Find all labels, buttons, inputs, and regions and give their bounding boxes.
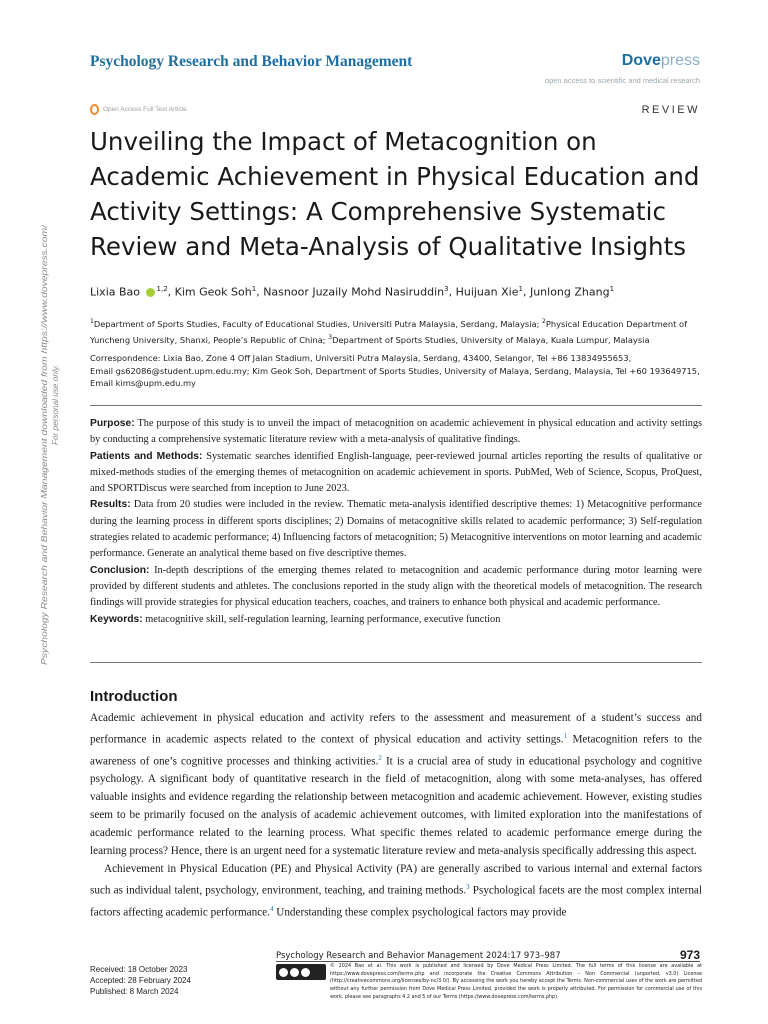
abstract: [90, 416, 702, 628]
abstract-purpose: [90, 416, 702, 449]
affil-sup: 3: [328, 333, 333, 341]
paragraph-text: Academic achievement in physical education and activity refers to the assessment and measurement of a student’s success and performance in academic aspects related to the context of physical education and activity settings.: [90, 712, 702, 746]
abstract-text: Data from 20 studies were included in the review. Thematic meta-analysis identified descriptive themes: 1) Metacognitive performance during the learning process in different sports disciplines; 2) Domains of metacognitive skills related to academic performance; 3) Self-regulation strategies related to academic performance; 4) Influencing factors of metacognition; 5) Metacognitive interventions on motor learning and academic performance. Generate an analytical theme based on five descriptive themes.: [90, 499, 702, 560]
abstract-label: Results:: [90, 499, 131, 511]
received-date: Received: 18 October 2023: [90, 965, 188, 974]
affil-sup: 1: [90, 318, 94, 325]
article-dates: [90, 964, 191, 997]
author-name[interactable]: Junlong Zhang: [529, 285, 610, 299]
abstract-methods: [90, 449, 702, 498]
abstract-keywords: [90, 612, 702, 628]
publisher-logo-press: press: [660, 52, 700, 69]
footer-citation[interactable]: Psychology Research and Behavior Management 2024:17 973–987: [276, 951, 561, 961]
abstract-label: Conclusion:: [90, 564, 150, 576]
published-date: Published: 8 March 2024: [90, 987, 179, 996]
abstract-text: The purpose of this study is to unveil the impact of metacognition on academic achievement in physical education and activity settings by conducting a comprehensive systematic literature review with a meta-analysis of qualitative findings.: [90, 418, 702, 446]
abstract-label: Keywords:: [90, 613, 143, 625]
author-name[interactable]: Nasnoor Juzaily Mohd Nasiruddin: [263, 285, 445, 299]
download-watermark: [38, 225, 62, 665]
cc-icon: [279, 968, 288, 977]
accepted-date: Accepted: 28 February 2024: [90, 976, 191, 985]
citation-ref[interactable]: 2: [378, 753, 382, 762]
author-affil-sup: 1: [251, 285, 257, 293]
page-number: 973: [679, 948, 700, 962]
citation-ref[interactable]: 3: [466, 883, 470, 892]
footer-rule: [276, 961, 700, 962]
by-icon: [290, 968, 299, 977]
affiliation-2: Physical Education Department of Yuncheng University, Shanxi, People’s Republic of China;: [90, 318, 688, 345]
nc-icon: [301, 968, 310, 977]
citation-ref[interactable]: 4: [269, 905, 274, 914]
paragraph-text: Metacognition refers to the awareness of one’s cognitive processes and thinking activities.: [90, 733, 702, 768]
abstract-bottom-rule: [90, 662, 702, 663]
paragraph-text: Psychological facets are the most complex internal factors affecting academic performance.: [90, 885, 703, 919]
correspondence: [90, 352, 710, 390]
keywords-text: metacognitive skill, self-regulation learning, learning performance, executive function: [145, 613, 501, 625]
orcid-icon[interactable]: [146, 288, 155, 297]
publisher-tagline: open access to scientific and medical research: [544, 76, 700, 85]
watermark-line-1: Psychology Research and Behavior Management downloaded from https://www.dovepress.com/: [40, 315, 49, 665]
author-name[interactable]: Huijuan Xie: [455, 285, 519, 299]
correspondence-line: Email kims@upm.edu.my: [90, 378, 196, 388]
abstract-top-rule: [90, 405, 702, 406]
affiliations: [90, 315, 702, 347]
correspondence-line: Correspondence: Lixia Bao, Zone 4 Off Jalan Stadium, Universiti Putra Malaysia, Serdang, 43400, Selangor, Tel +86 13834955653,: [90, 353, 632, 363]
watermark-line-2: For personal use only.: [51, 364, 60, 445]
author-affil-sup: 1: [609, 285, 615, 293]
affiliation-1: Department of Sports Studies, Faculty of Educational Studies, Universiti Putra Malaysia, Serdang, Malaysia;: [93, 318, 540, 329]
abstract-conclusion: [90, 563, 702, 612]
article-type: REVIEW: [641, 104, 700, 116]
author-affil-sup: 3: [444, 285, 449, 293]
author-list: Lixia Bao $^{1,2}$, Kim Geok Soh$^1$, Nasnoor Juzaily Mohd Nasiruddin$^3$, Huijuan Xie$^1$, Junlong Zhang$^1$: [90, 285, 615, 299]
paragraph-text: Understanding these complex psychological factors may provide: [273, 906, 567, 919]
publisher-logo-dove: Dove: [621, 52, 661, 69]
affiliation-3: Department of Sports Studies, University of Malaya, Kuala Lumpur, Malaysia: [332, 334, 650, 345]
paragraph-text: It is a crucial area of study in educational psychology and cognitive psychology. A significant body of quantitative research in the field of metacognition, along with some meta-analyses, has offered valuable insights and evidence regarding the relationship between metacognition and academic achievement. However, existing studies seem to be primarily focused on the analysis of academic achievement outcomes, with limited exploration into the manifestations of academic performance related to the learning process. What specific themes related to academic performance emerge during the learning process? Hence, there is an urgent need for a systematic literature review and meta-analysis specifically addressing this aspect.: [90, 755, 702, 858]
correspondence-line: Email gs62086@student.upm.edu.my; Kim Geok Soh, Department of Sports Studies, University of Malaya, Serdang, Malaysia, Tel +60 193649715,: [90, 365, 700, 376]
license-text: © 2024 Bao et al. This work is published and licensed by Dove Medical Press Limited. The full terms of this license are available at https://www.dovepress.com/terms.php and incorporate the Creative Commons Attribution – Non Commercial (unported, v3.0) License (http://creativecommons.org/licenses/by-nc/3.0/). By accessing the work you hereby accept the Terms. Non-commercial uses of the work are permitted without any further permission from Dove Medical Press Limited, provided the work is properly attributed. For permission for commercial use of this work, please see paragraphs 4.2 and 5 of our Terms (https://www.dovepress.com/terms.php).: [330, 963, 702, 1000]
abstract-label: Purpose:: [90, 418, 135, 429]
author-affil-sup: 1: [518, 285, 523, 293]
abstract-results: [90, 497, 702, 562]
open-access-lock-icon: [90, 104, 99, 115]
abstract-label: Patients and Methods:: [90, 450, 203, 462]
paragraph: [90, 709, 702, 860]
cc-by-nc-icon[interactable]: [276, 964, 326, 980]
open-access-label: [90, 104, 187, 115]
citation-ref[interactable]: 1: [563, 732, 567, 740]
paragraph: [90, 860, 702, 921]
journal-name[interactable]: Psychology Research and Behavior Management: [90, 53, 413, 70]
paragraph-text: Achievement in Physical Education (PE) and Physical Activity (PA) are generally ascribed to various internal and external factors such as individual talent, psychology, environment, teaching, and training methods.: [90, 863, 702, 898]
open-access-text: Open Access Full Text Article: [103, 106, 187, 113]
author-affil-sup: 1,2: [156, 285, 168, 293]
affil-sup: 2: [542, 318, 546, 325]
author-name[interactable]: Lixia Bao: [90, 285, 141, 299]
section-heading-introduction: Introduction: [90, 688, 178, 705]
author-name[interactable]: Kim Geok Soh: [174, 285, 252, 299]
abstract-text: Systematic searches identified English-language, peer-reviewed journal articles reporting the results of qualitative or mixed-methods studies of the emerging themes of metacognition on academic achievement in sports. PubMed, Web of Science, Scopus, ProQuest, and SPORTDiscus were searched from inception to June 2023.: [90, 450, 703, 495]
publisher-logo[interactable]: [622, 52, 700, 70]
article-title: Unveiling the Impact of Metacognition on Academic Achievement in Physical Education and Activity Settings: A Comprehensive Systematic Review and Meta-Analysis of Qualitative Insights: [90, 127, 700, 261]
abstract-text: In-depth descriptions of the emerging themes related to metacognition and academic performance during motor learning were provided by different students and athletes. The conclusions reported in the study align with the theoretical models of metacognition. The research findings will provide strategies for physical education teachers, coaches, and trainers to enhance both physical and academic performance.: [90, 564, 702, 609]
introduction-body: [90, 709, 702, 922]
